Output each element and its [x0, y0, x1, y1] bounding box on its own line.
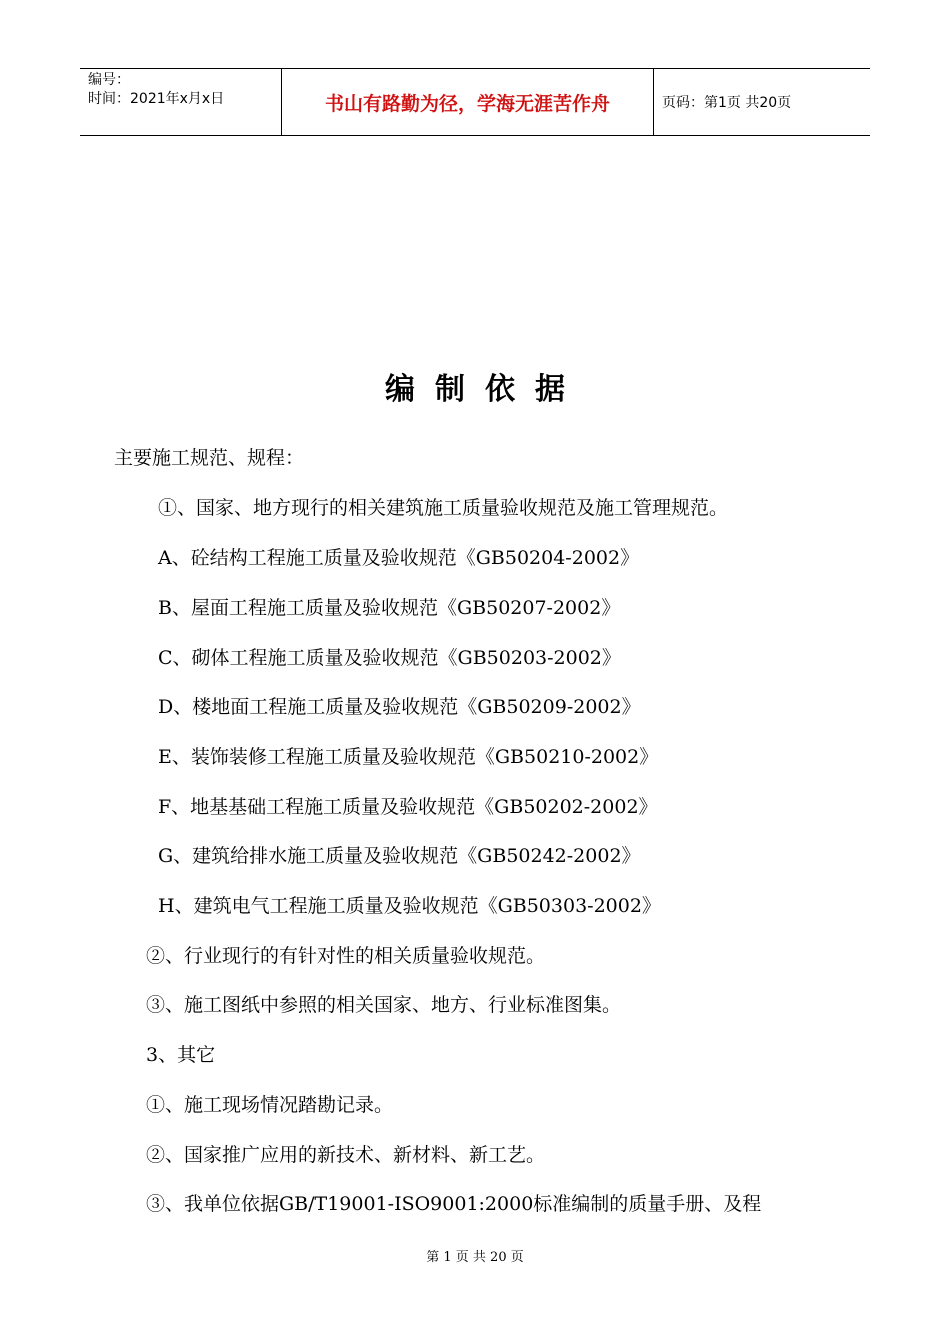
body-line: 3、其它: [146, 1044, 216, 1066]
body-line: B、屋面工程施工质量及验收规范《GB50207-2002》: [158, 597, 621, 619]
header-meta: [80, 69, 282, 135]
page-footer: 第 1 页 共 20 页: [426, 1250, 524, 1265]
body-line: 主要施工规范、规程：: [114, 447, 305, 469]
body-line: ①、施工现场情况踏勘记录。: [146, 1094, 394, 1116]
body-line: A、砼结构工程施工质量及验收规范《GB50204-2002》: [158, 547, 640, 569]
document-time-label: 时间：2021年x月x日: [88, 91, 225, 107]
body-line: D、楼地面工程施工质量及验收规范《GB50209-2002》: [158, 696, 641, 718]
body-line: C、砌体工程施工质量及验收规范《GB50203-2002》: [158, 647, 621, 669]
document-title: 编制依据: [385, 372, 585, 407]
body-line: F、地基基础工程施工质量及验收规范《GB50202-2002》: [158, 796, 658, 818]
header-motto: 书山有路勤为径，学海无涯苦作舟: [282, 69, 654, 135]
header-page-info: 页码：第1页 共20页: [662, 95, 792, 111]
body-line: E、装饰装修工程施工质量及验收规范《GB50210-2002》: [158, 746, 659, 768]
body-line: H、建筑电气工程施工质量及验收规范《GB50303-2002》: [158, 895, 661, 917]
body-line: ③、我单位依据GB/T19001-ISO9001:2000标准编制的质量手册、及程: [146, 1193, 762, 1215]
document-number-label: 编号：: [88, 72, 130, 88]
body-line: ①、国家、地方现行的相关建筑施工质量验收规范及施工管理规范。: [158, 497, 729, 519]
body-line: ③、施工图纸中参照的相关国家、地方、行业标准图集。: [146, 994, 622, 1016]
header-table: [80, 68, 870, 136]
body-line: ②、行业现行的有针对性的相关质量验收规范。: [146, 945, 546, 967]
body-line: ②、国家推广应用的新技术、新材料、新工艺。: [146, 1144, 546, 1166]
body-line: G、建筑给排水施工质量及验收规范《GB50242-2002》: [158, 845, 641, 867]
